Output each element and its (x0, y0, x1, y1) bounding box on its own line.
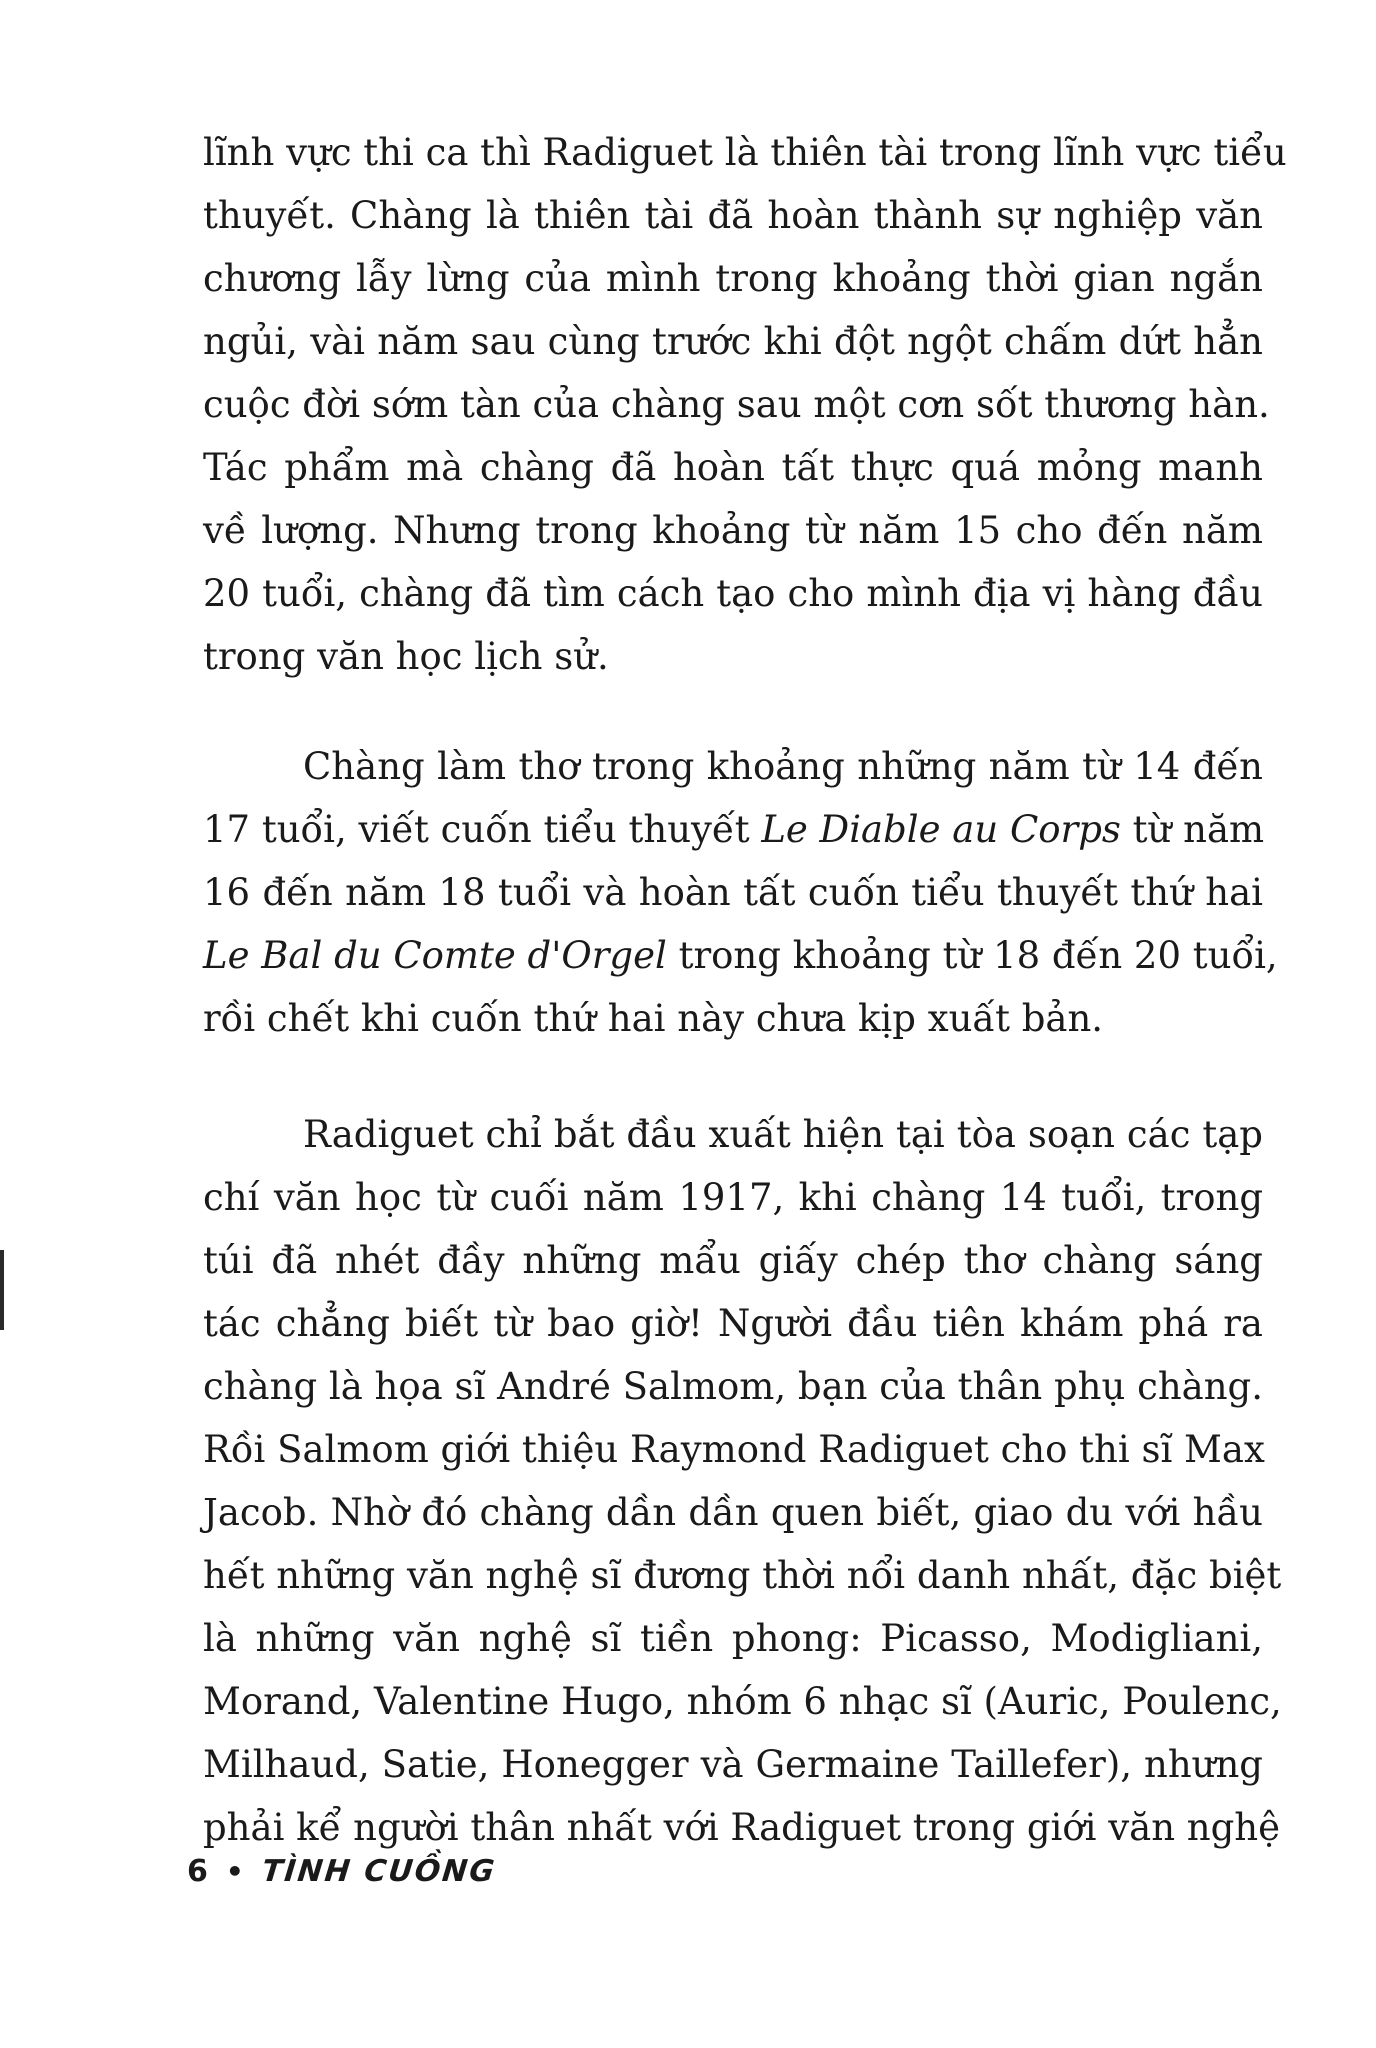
text-line: lĩnh vực thi ca thì Radiguet là thiên tài trong lĩnh vực tiểu (203, 131, 1287, 174)
text-line: chương lẫy lừng của mình trong khoảng thời gian ngắn (203, 257, 1263, 300)
book-title-le-diable-au-corps: Le Diable au Corps (761, 808, 1121, 851)
text-line (203, 924, 1278, 987)
text-line: Chàng làm thơ trong khoảng những năm từ 14 đến (303, 745, 1263, 788)
text-line: ngủi, vài năm sau cùng trước khi đột ngột chấm dứt hẳn (203, 320, 1263, 363)
text-line: Radiguet chỉ bắt đầu xuất hiện tại tòa soạn các tạp (303, 1113, 1263, 1156)
text-line: Morand, Valentine Hugo, nhóm 6 nhạc sĩ (Auric, Poulenc, (203, 1680, 1282, 1723)
paragraph-1 (203, 121, 1287, 688)
text-line: 16 đến năm 18 tuổi và hoàn tất cuốn tiểu thuyết thứ hai (203, 871, 1263, 914)
text-segment: từ năm (1120, 808, 1265, 851)
text-line: Rồi Salmom giới thiệu Raymond Radiguet cho thi sĩ Max (203, 1428, 1265, 1471)
text-line: chí văn học từ cuối năm 1917, khi chàng 14 tuổi, trong (203, 1176, 1263, 1219)
text-line: thuyết. Chàng là thiên tài đã hoàn thành sự nghiệp văn (203, 194, 1263, 237)
text-line: túi đã nhét đầy những mẩu giấy chép thơ chàng sáng (203, 1239, 1263, 1282)
footer-separator: • (225, 1855, 244, 1888)
page-footer (187, 1852, 496, 1892)
page-number: 6 (187, 1854, 208, 1889)
text-line (203, 798, 1263, 861)
text-line: là những văn nghệ sĩ tiền phong: Picasso, Modigliani, (203, 1617, 1263, 1660)
text-line: phải kể người thân nhất với Radiguet trong giới văn nghệ (203, 1806, 1281, 1849)
text-line: cuộc đời sớm tàn của chàng sau một cơn sốt thương hàn. (203, 383, 1270, 426)
text-segment: trong khoảng từ 18 đến 20 tuổi, (666, 934, 1278, 977)
binding-edge-mark (0, 1250, 4, 1330)
paragraph-3 (203, 1103, 1282, 1859)
text-line: hết những văn nghệ sĩ đương thời nổi danh nhất, đặc biệt (203, 1554, 1282, 1597)
text-line: chàng là họa sĩ André Salmom, bạn của thân phụ chàng. (203, 1365, 1263, 1408)
text-line: tác chẳng biết từ bao giờ! Người đầu tiên khám phá ra (203, 1302, 1263, 1345)
text-line: Milhaud, Satie, Honegger và Germaine Taillefer), nhưng (203, 1743, 1263, 1786)
paragraph-2 (203, 735, 1278, 1050)
running-book-title: TÌNH CUỒNG (259, 1854, 498, 1889)
text-line: Jacob. Nhờ đó chàng dần dần quen biết, giao du với hầu (203, 1491, 1263, 1534)
text-segment: 17 tuổi, viết cuốn tiểu thuyết (203, 808, 762, 851)
book-title-le-bal-du-comte-dorgel: Le Bal du Comte d'Orgel (203, 934, 667, 977)
text-line: trong văn học lịch sử. (203, 635, 609, 678)
text-line: 20 tuổi, chàng đã tìm cách tạo cho mình địa vị hàng đầu (203, 572, 1263, 615)
text-line: Tác phẩm mà chàng đã hoàn tất thực quá mỏng manh (203, 446, 1263, 489)
text-line: rồi chết khi cuốn thứ hai này chưa kịp xuất bản. (203, 997, 1104, 1040)
text-line: về lượng. Nhưng trong khoảng từ năm 15 cho đến năm (203, 509, 1263, 552)
